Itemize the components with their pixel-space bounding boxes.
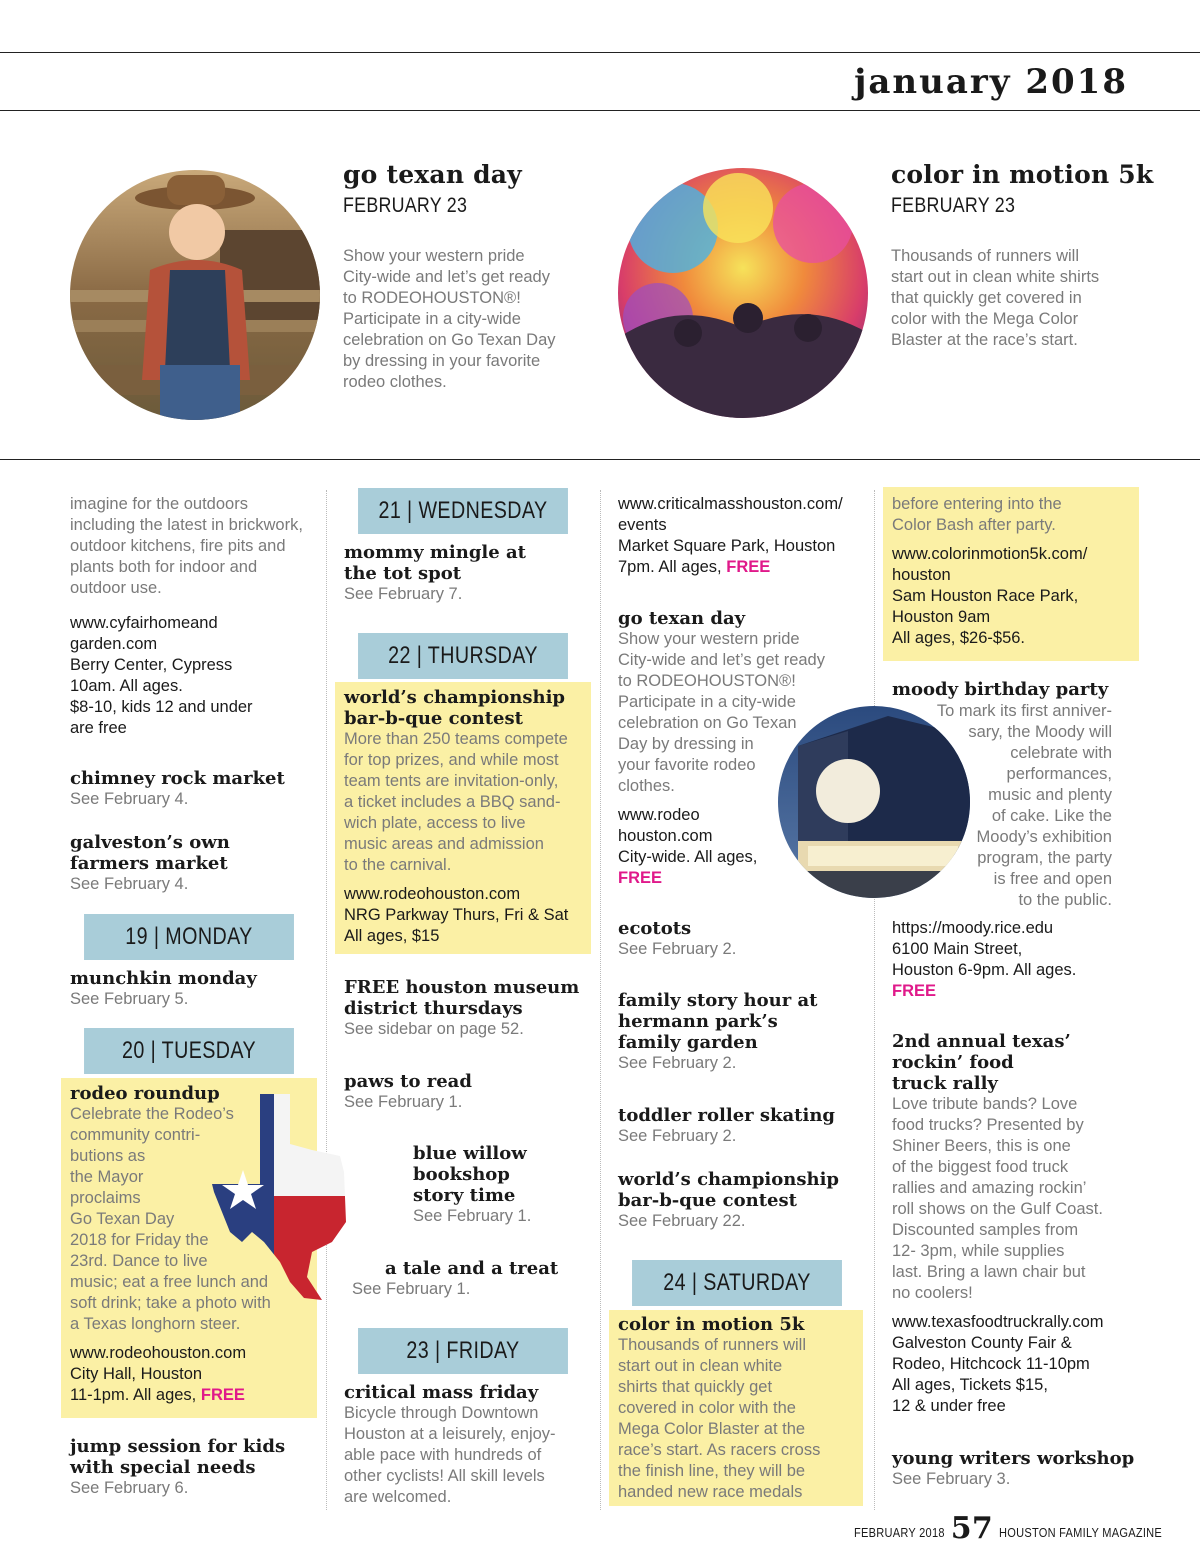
footer-date: FEBRUARY 2018 [854, 1525, 945, 1540]
day-header-24: 24 | SATURDAY [632, 1260, 842, 1306]
free-badge: FREE [892, 982, 937, 1000]
header-rule [0, 110, 1200, 111]
section-rule [0, 459, 1200, 460]
feature-title-color-motion: color in motion 5k [891, 160, 1154, 189]
event-food-truck-rally: 2nd annual texas’ rockin’ food truck rally Love tribute bands? Love food trucks? Presented by Shiner Beers, this is one of the biggest food truck rallies and amazing rockin’ roll shows on the Gulf Coast. Discounted samples from 12- 3pm, while supplies last. Bring a lawn chair but no coolers! www.texasfoodtruckrally.com Galveston County Fair & Rodeo, Hitchcock 11-10pm All ages, Tickets $15, 12 & under free [892, 1031, 1104, 1415]
day-header-21: 21 | WEDNESDAY [358, 488, 568, 534]
feature-date-color-motion: FEBRUARY 23 [891, 194, 1016, 217]
event-bbq-contest-ref: world’s championship bar-b-que contest See February 22. [618, 1169, 839, 1230]
feature-date-go-texan: FEBRUARY 23 [343, 194, 468, 217]
day-header-19: 19 | MONDAY [84, 914, 294, 960]
event-critical-mass: critical mass friday Bicycle through Downtown Houston at a leisurely, enjoy- able pace with hundreds of other cyclists! All skill levels are welcomed. [344, 1382, 556, 1506]
color-run-photo [618, 168, 868, 418]
free-badge: FREE [726, 558, 771, 576]
event-ecotots: ecotots See February 2. [618, 918, 737, 958]
event-chimney-rock: chimney rock market See February 4. [70, 768, 285, 808]
moody-info: https://moody.rice.edu 6100 Main Street, Houston 6-9pm. All ages. FREE [892, 918, 1142, 1002]
event-rodeo-roundup: rodeo roundup Celebrate the Rodeo’s community contri- butions as the Mayor proclaims Go Texan Day 2018 for Friday the 23rd. Dance to live music; eat a free lunch and soft drink; take a photo with a Texas longhorn steer. www.rodeohouston.com City Hall, Houston 11-1pm. All ages, FREE [70, 1083, 271, 1404]
month-header: january 2018 [854, 62, 1128, 102]
footer [838, 1511, 1191, 1546]
column-divider [326, 490, 327, 1510]
event-bbq-contest: world’s championship bar-b-que contest More than 250 teams compete for top prizes, and while most team tents are invitation-only, a ticket includes a BBQ sand- wich plate, access to live music areas and admission to the carnival. www.rodeohouston.com NRG Parkway Thurs, Fri & Sat All ages, $15 [344, 687, 569, 945]
event-paws-to-read: paws to read See February 1. [344, 1071, 472, 1111]
day-header-20: 20 | TUESDAY [84, 1028, 294, 1074]
free-badge: FREE [200, 1386, 245, 1404]
event-munchkin-monday: munchkin monday See February 5. [70, 968, 257, 1008]
event-young-writers: young writers workshop See February 3. [892, 1448, 1135, 1488]
event-galveston-market: galveston’s own farmers market See February 4. [70, 832, 230, 893]
day-header-22: 22 | THURSDAY [358, 633, 568, 679]
feature-title-go-texan: go texan day [343, 160, 522, 189]
event-go-texan-day: go texan day Show your western pride City-wide and let’s get ready to RODEOHOUSTON®! Participate in a city-wide celebration on Go Texan Day by dressing in your favorite rodeo clothes. www.rodeo houston.com City-wide. All ages, FREE [618, 608, 833, 889]
column-divider [874, 490, 875, 1510]
column-divider [600, 490, 601, 1510]
footer-magazine: HOUSTON FAMILY MAGAZINE [998, 1525, 1162, 1540]
feature-desc-go-texan: Show your western pride City-wide and let’s get ready to RODEOHOUSTON®! Participate in a city-wide celebration on Go Texan Day by dressing in your favorite rodeo clothes. [343, 247, 556, 391]
event-moody-birthday: moody birthday party [892, 679, 1109, 700]
outdoor-intro: imagine for the outdoors including the latest in brickwork, outdoor kitchens, fire pits and plants both for indoor and outdoor use. [70, 495, 303, 597]
event-family-story-hour: family story hour at hermann park’s family garden See February 2. [618, 990, 818, 1072]
event-jump-session: jump session for kids with special needs See February 6. [70, 1436, 286, 1497]
event-museum-thursdays: FREE houston museum district thursdays See sidebar on page 52. [344, 977, 580, 1038]
moody-description: To mark its first anniver- sary, the Moody will celebrate with performances, music and plenty of cake. Like the Moody’s exhibition program, the party is free and open to the public. [936, 702, 1112, 909]
event-toddler-skating: toddler roller skating See February 2. [618, 1105, 835, 1145]
event-blue-willow: blue willow bookshop story time See February 1. [413, 1143, 532, 1225]
top-rule [0, 52, 1200, 53]
cowboy-photo [70, 170, 320, 420]
critical-mass-info: www.criticalmasshouston.com/ events Market Square Park, Houston 7pm. All ages, FREE [618, 495, 843, 576]
feature-desc-color-motion: Thousands of runners will start out in clean white shirts that quickly get covered in color with the Mega Color Blaster at the race’s start. [891, 247, 1100, 349]
page-number: 57 [950, 1511, 993, 1546]
event-color-motion: color in motion 5k Thousands of runners will start out in clean white shirts that quickly get covered in color with the Mega Color Blaster at the race’s start. As racers cross the finish line, they will be handed new race medals [618, 1314, 821, 1501]
event-tale-and-treat: a tale and a treat See February 1. [352, 1258, 559, 1298]
day-header-23: 23 | FRIDAY [358, 1328, 568, 1374]
outdoor-info: www.cyfairhomeand garden.com Berry Center, Cypress 10am. All ages. $8-10, kids 12 and under are free [70, 614, 253, 737]
color-motion-continued: before entering into the Color Bash after party. www.colorinmotion5k.com/ houston Sam Houston Race Park, Houston 9am All ages, $26-$56. [892, 495, 1088, 647]
event-mommy-mingle: mommy mingle at the tot spot See February 7. [344, 542, 526, 603]
free-badge: FREE [618, 869, 663, 887]
